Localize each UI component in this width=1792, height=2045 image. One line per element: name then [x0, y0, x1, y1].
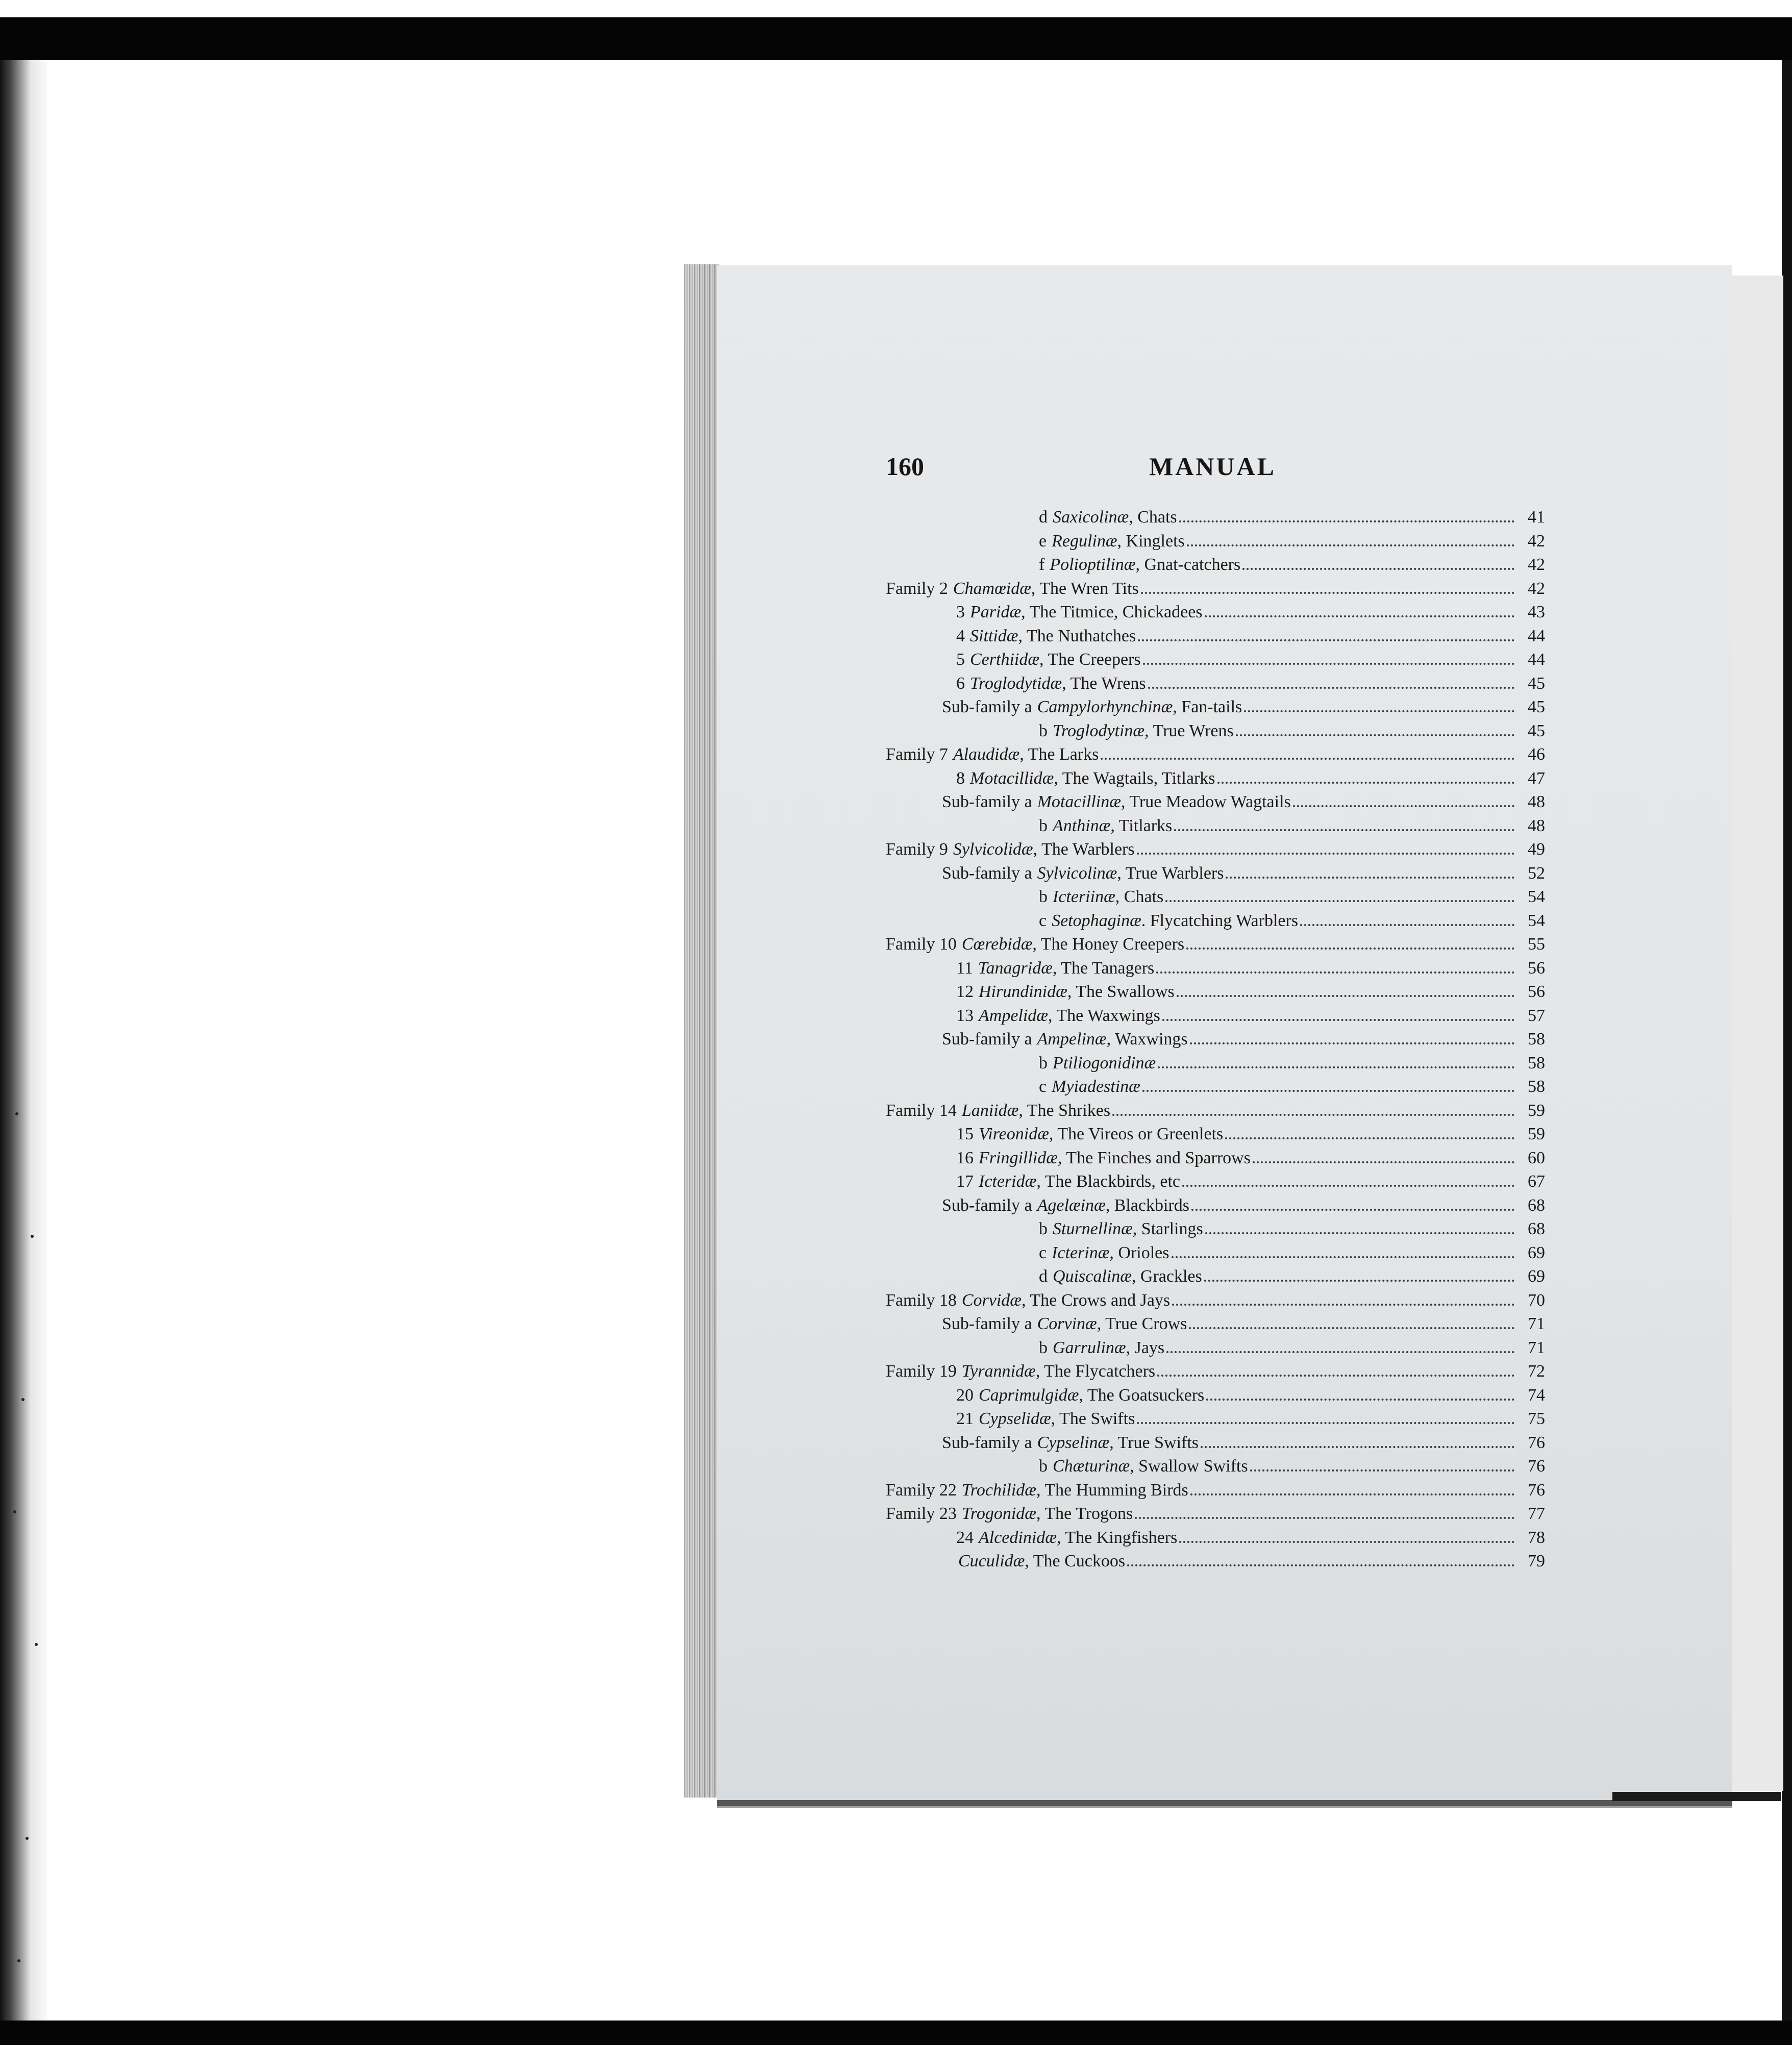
entry-page-number: 42 [1528, 531, 1545, 551]
entry-page-number: 72 [1528, 1362, 1545, 1381]
entry-taxon: Trochilidæ [961, 1480, 1036, 1500]
contents-entry [886, 788, 1545, 812]
entry-page-number: 68 [1528, 1195, 1545, 1215]
entry-description: , The Finches and Sparrows [1057, 1148, 1251, 1167]
contents-entry [886, 598, 1545, 622]
entry-taxon: Tyrannidæ [961, 1362, 1036, 1381]
contents-entry [886, 1096, 1545, 1120]
entry-taxon: Corvinæ [1037, 1314, 1097, 1333]
entry-page-number: 46 [1528, 745, 1545, 764]
entry-page-number: 56 [1528, 982, 1545, 1001]
entry-page-number: 59 [1528, 1101, 1545, 1120]
dot-leader [1205, 598, 1514, 617]
dot-leader [1142, 1073, 1514, 1092]
entry-taxon: Garrulinæ [1053, 1338, 1126, 1357]
dot-leader [1138, 622, 1514, 641]
entry-description: , The Creepers [1039, 650, 1141, 669]
dot-leader [1190, 1025, 1514, 1044]
contents-entry [886, 1310, 1545, 1334]
dot-leader [1250, 1452, 1514, 1472]
entry-taxon: Sylvicolinæ [1037, 863, 1117, 883]
entry-description: , The Humming Birds [1036, 1480, 1188, 1500]
contents-entry [886, 1547, 1545, 1571]
entry-taxon: Regulinæ [1052, 531, 1117, 551]
contents-entry [886, 1476, 1545, 1500]
entry-taxon: Myiadestinæ [1052, 1077, 1140, 1096]
dot-leader [1101, 740, 1514, 760]
contents-entry [886, 907, 1545, 931]
film-border-right [1782, 60, 1792, 2021]
running-head [886, 452, 1539, 482]
entry-page-number: 58 [1528, 1030, 1545, 1049]
entry-taxon: Cypselidæ [979, 1409, 1051, 1428]
entry-description: , The Blackbirds, etc [1036, 1172, 1180, 1191]
entry-label: 4 [956, 626, 965, 645]
entry-taxon: Troglodytidæ [970, 674, 1062, 693]
entry-label: 3 [956, 603, 965, 621]
dot-leader [1206, 1381, 1514, 1401]
dot-leader [1135, 1500, 1514, 1519]
entry-description: , True Swifts [1109, 1433, 1199, 1452]
entry-taxon: Laniidæ [961, 1101, 1019, 1120]
entry-page-number: 70 [1528, 1290, 1545, 1310]
contents-entry [886, 1002, 1545, 1026]
entry-description: , The Crows and Jays [1021, 1290, 1171, 1310]
contents-entry [886, 1381, 1545, 1405]
entry-label: Family 7 [886, 745, 948, 764]
entry-label: Family 14 [886, 1101, 957, 1120]
entry-description: , True Warblers [1117, 863, 1224, 883]
dot-leader [1177, 978, 1514, 997]
entry-label: b [1039, 721, 1048, 740]
entry-page-number: 60 [1528, 1148, 1545, 1167]
entry-description: , Swallow Swifts [1130, 1457, 1248, 1476]
book-bottom-shadow [1612, 1792, 1781, 1801]
entry-description: , The Warblers [1033, 840, 1135, 859]
entry-description: , Fan-tails [1173, 697, 1242, 716]
entry-label: b [1039, 1457, 1048, 1476]
entry-taxon: Agelæinæ [1037, 1195, 1106, 1215]
entry-taxon: Cœrebidæ [961, 935, 1033, 954]
dot-leader [1172, 1239, 1515, 1258]
entry-page-number: 43 [1528, 603, 1545, 621]
entry-label: Family 23 [886, 1504, 957, 1523]
entry-taxon: Sittidæ [970, 626, 1018, 645]
contents-entry [886, 1049, 1545, 1073]
dot-leader [1182, 1167, 1514, 1187]
entry-label: 12 [956, 982, 974, 1001]
contents-entry [886, 1334, 1545, 1358]
entry-description: , The Swallows [1067, 982, 1175, 1001]
entry-description: , The Flycatchers [1035, 1362, 1156, 1381]
dot-leader [1217, 764, 1514, 784]
entry-page-number: 76 [1528, 1480, 1545, 1500]
entry-description: , Jays [1126, 1338, 1165, 1357]
contents-entry [886, 1239, 1545, 1263]
contents-entry [886, 1120, 1545, 1144]
entry-page-number: 48 [1528, 792, 1545, 811]
contents-entry [886, 954, 1545, 978]
contents-entry [886, 1025, 1545, 1049]
entry-page-number: 71 [1528, 1338, 1545, 1357]
contents-entry [886, 1286, 1545, 1310]
entry-description: , Blackbirds [1105, 1195, 1189, 1215]
contents-entry [886, 693, 1545, 717]
entry-label: f [1039, 555, 1045, 574]
entry-page-number: 55 [1528, 935, 1545, 954]
entry-label: 13 [956, 1006, 974, 1025]
dot-leader [1244, 693, 1514, 712]
contents-list [886, 503, 1545, 1571]
entry-description: , The Wagtails, Titlarks [1054, 768, 1215, 788]
entry-description: . Flycatching Warblers [1141, 911, 1299, 930]
entry-label: 21 [956, 1409, 974, 1428]
entry-taxon: Alcedinidæ [979, 1528, 1057, 1547]
contents-entry [886, 1144, 1545, 1168]
entry-taxon: Quiscalinæ [1053, 1267, 1132, 1286]
dot-leader [1191, 1191, 1514, 1211]
entry-label: 16 [956, 1148, 974, 1167]
entry-page-number: 79 [1528, 1552, 1545, 1570]
contents-entry [886, 835, 1545, 859]
entry-label: b [1039, 1338, 1048, 1357]
entry-page-number: 45 [1528, 697, 1545, 716]
entry-label: c [1039, 1243, 1047, 1262]
contents-entry [886, 1167, 1545, 1191]
entry-page-number: 76 [1528, 1457, 1545, 1476]
entry-label: b [1039, 1053, 1048, 1073]
entry-label: 24 [956, 1528, 974, 1547]
contents-entry [886, 1524, 1545, 1548]
entry-description: , Titlarks [1110, 816, 1173, 835]
dot-leader [1300, 907, 1514, 926]
entry-page-number: 42 [1528, 579, 1545, 598]
entry-page-number: 41 [1528, 508, 1545, 527]
entry-label: Sub-family a [942, 1030, 1032, 1049]
dot-leader [1189, 1310, 1514, 1329]
entry-label: Sub-family a [942, 1433, 1032, 1452]
entry-description: , Waxwings [1106, 1030, 1188, 1049]
entry-taxon: Cypselinæ [1037, 1433, 1110, 1452]
contents-entry [886, 645, 1545, 669]
entry-description: , The Swifts [1051, 1409, 1135, 1428]
page-number: 160 [886, 452, 924, 481]
film-border-bottom [0, 2021, 1792, 2045]
dot-leader [1127, 1547, 1514, 1566]
entry-label: Family 18 [886, 1290, 957, 1310]
entry-label: Sub-family a [942, 1314, 1032, 1333]
contents-entry [886, 551, 1545, 575]
dot-leader [1158, 1049, 1514, 1068]
entry-label: e [1039, 531, 1047, 551]
entry-description: , The Cuckoos [1025, 1552, 1126, 1570]
entry-taxon: Caprimulgidæ [979, 1385, 1079, 1405]
entry-taxon: Alaudidæ [953, 745, 1020, 764]
entry-taxon: Icteridæ [979, 1172, 1037, 1191]
entry-label: b [1039, 1219, 1048, 1238]
dot-leader [1201, 1429, 1514, 1448]
dot-leader [1186, 930, 1514, 950]
book-page-edges [684, 264, 719, 1798]
entry-page-number: 69 [1528, 1267, 1545, 1286]
page-title: MANUAL [1149, 452, 1276, 481]
dot-leader [1148, 669, 1514, 689]
entry-label: b [1039, 887, 1048, 906]
entry-page-number: 48 [1528, 816, 1545, 835]
entry-label: 11 [956, 958, 973, 978]
entry-page-number: 45 [1528, 721, 1545, 740]
entry-taxon: Trogonidæ [961, 1504, 1036, 1523]
entry-taxon: Cuculidæ [958, 1552, 1025, 1570]
entry-taxon: Icterinæ [1052, 1243, 1110, 1262]
dot-leader [1205, 1215, 1514, 1234]
entry-taxon: Ampelidæ [979, 1006, 1048, 1025]
entry-page-number: 77 [1528, 1504, 1545, 1523]
entry-page-number: 71 [1528, 1314, 1545, 1333]
entry-label: Family 2 [886, 579, 948, 598]
entry-taxon: Sylvicolidæ [953, 840, 1033, 859]
entry-description: , Chats [1129, 508, 1177, 527]
contents-entry [886, 1262, 1545, 1286]
contents-entry [886, 1500, 1545, 1524]
entry-label: d [1039, 508, 1048, 527]
contents-entry [886, 883, 1545, 907]
contents-entry [886, 1357, 1545, 1381]
entry-page-number: 42 [1528, 555, 1545, 574]
contents-entry [886, 669, 1545, 693]
entry-page-number: 78 [1528, 1528, 1545, 1547]
entry-page-number: 54 [1528, 887, 1545, 906]
dot-leader [1204, 1262, 1514, 1282]
contents-entry [886, 717, 1545, 741]
entry-taxon: Motacillidæ [970, 768, 1054, 788]
entry-description: , Gnat-catchers [1135, 555, 1241, 574]
entry-taxon: Setophaginæ [1052, 911, 1141, 930]
entry-label: 15 [956, 1125, 974, 1143]
entry-description: , The Waxwings [1048, 1006, 1160, 1025]
entry-taxon: Fringillidæ [979, 1148, 1058, 1167]
entry-taxon: Vireonidæ [979, 1125, 1049, 1143]
dot-leader [1226, 859, 1514, 879]
entry-taxon: Corvidæ [961, 1290, 1022, 1310]
entry-taxon: Troglodytinæ [1053, 721, 1145, 740]
dot-leader [1253, 1144, 1514, 1163]
entry-description: , Orioles [1109, 1243, 1169, 1262]
dot-leader [1179, 503, 1514, 522]
dot-leader [1225, 1120, 1514, 1139]
dot-leader [1293, 788, 1514, 807]
entry-taxon: Motacillinæ [1037, 792, 1121, 811]
dot-leader [1174, 812, 1514, 831]
dot-leader [1162, 1002, 1514, 1021]
dot-leader [1137, 835, 1514, 855]
dot-leader [1143, 645, 1514, 665]
dot-leader [1187, 527, 1514, 546]
entry-page-number: 67 [1528, 1172, 1545, 1191]
entry-taxon: Paridæ [970, 603, 1022, 621]
entry-page-number: 54 [1528, 911, 1545, 930]
contents-entry [886, 930, 1545, 954]
entry-page-number: 74 [1528, 1385, 1545, 1405]
entry-label: 6 [956, 674, 965, 693]
dot-leader [1156, 954, 1514, 974]
entry-description: , The Titmice, Chickadees [1021, 603, 1203, 621]
entry-description: , True Crows [1097, 1314, 1187, 1333]
dot-leader [1190, 1476, 1514, 1495]
entry-label: 20 [956, 1385, 974, 1405]
contents-entry [886, 503, 1545, 527]
contents-entry [886, 527, 1545, 551]
entry-taxon: Campylorhynchinæ [1037, 697, 1173, 716]
entry-label: c [1039, 911, 1047, 930]
film-border-top [0, 17, 1792, 60]
entry-description: , Chats [1115, 887, 1164, 906]
entry-taxon: Tanagridæ [978, 958, 1053, 978]
entry-taxon: Ampelinæ [1037, 1030, 1107, 1049]
contents-entry [886, 1073, 1545, 1096]
scan-specks [10, 1112, 46, 1980]
entry-page-number: 45 [1528, 674, 1545, 693]
entry-taxon: Chamœidæ [953, 579, 1031, 598]
entry-page-number: 76 [1528, 1433, 1545, 1452]
dot-leader [1242, 551, 1514, 570]
entry-label: c [1039, 1077, 1047, 1096]
entry-page-number: 59 [1528, 1125, 1545, 1143]
entry-description: , The Wrens [1062, 674, 1146, 693]
entry-taxon: Icteriinæ [1053, 887, 1115, 906]
entry-label: Sub-family a [942, 863, 1032, 883]
entry-description: , The Shrikes [1018, 1101, 1111, 1120]
entry-page-number: 75 [1528, 1409, 1545, 1428]
entry-label: Family 9 [886, 840, 948, 859]
entry-description: , The Larks [1019, 745, 1099, 764]
entry-label: Sub-family a [942, 1195, 1032, 1215]
entry-taxon: Saxicolinæ [1053, 508, 1129, 527]
dot-leader [1141, 575, 1514, 594]
contents-entry [886, 859, 1545, 883]
entry-page-number: 49 [1528, 840, 1545, 859]
contents-entry [886, 1215, 1545, 1239]
entry-description: , The Nuthatches [1018, 626, 1136, 645]
entry-taxon: Polioptilinæ [1050, 555, 1136, 574]
entry-description: , The Vireos or Greenlets [1049, 1125, 1224, 1143]
entry-label: Family 19 [886, 1362, 957, 1381]
contents-entry [886, 1191, 1545, 1215]
entry-description: , Kinglets [1117, 531, 1185, 551]
entry-description: , The Goatsuckers [1079, 1385, 1205, 1405]
entry-description: , The Trogons [1036, 1504, 1133, 1523]
contents-entry [886, 1429, 1545, 1453]
entry-page-number: 58 [1528, 1053, 1545, 1073]
entry-description: , True Meadow Wagtails [1121, 792, 1291, 811]
entry-label: d [1039, 1267, 1048, 1286]
dot-leader [1179, 1524, 1514, 1543]
entry-page-number: 58 [1528, 1077, 1545, 1096]
entry-taxon: Hirundinidæ [979, 982, 1067, 1001]
dot-leader [1172, 1286, 1514, 1306]
contents-entry [886, 764, 1545, 788]
contents-entry [886, 978, 1545, 1002]
entry-label: Sub-family a [942, 697, 1032, 716]
entry-label: 17 [956, 1172, 974, 1191]
entry-taxon: Ptiliogonidinæ [1053, 1053, 1156, 1073]
entry-page-number: 68 [1528, 1219, 1545, 1238]
contents-entry [886, 740, 1545, 764]
dot-leader [1157, 1357, 1514, 1377]
facing-page-edge [1725, 276, 1783, 1791]
dot-leader [1166, 1334, 1514, 1353]
dot-leader [1236, 717, 1514, 736]
entry-label: Family 10 [886, 935, 957, 954]
entry-page-number: 44 [1528, 650, 1545, 669]
entry-description: , True Wrens [1144, 721, 1234, 740]
contents-entry [886, 575, 1545, 598]
entry-taxon: Certhiidæ [970, 650, 1040, 669]
entry-page-number: 69 [1528, 1243, 1545, 1262]
entry-description: , Starlings [1132, 1219, 1203, 1238]
entry-description: , The Kingfishers [1056, 1528, 1178, 1547]
entry-description: , The Honey Creepers [1032, 935, 1185, 954]
film-margin-top [0, 0, 1792, 17]
entry-description: , The Wren Tits [1031, 579, 1139, 598]
entry-page-number: 57 [1528, 1006, 1545, 1025]
entry-page-number: 52 [1528, 863, 1545, 883]
entry-label: Family 22 [886, 1480, 957, 1500]
entry-page-number: 44 [1528, 626, 1545, 645]
entry-taxon: Sturnellinæ [1053, 1219, 1133, 1238]
entry-description: , Grackles [1131, 1267, 1202, 1286]
dot-leader [1165, 883, 1514, 902]
contents-entry [886, 1452, 1545, 1476]
contents-entry [886, 1405, 1545, 1429]
entry-label: 8 [956, 768, 965, 788]
entry-label: 5 [956, 650, 965, 669]
contents-entry [886, 622, 1545, 646]
entry-description: , The Tanagers [1052, 958, 1155, 978]
entry-taxon: Anthinæ [1053, 816, 1111, 835]
dot-leader [1137, 1405, 1514, 1424]
entry-page-number: 47 [1528, 768, 1545, 788]
dot-leader [1112, 1096, 1514, 1116]
entry-label: b [1039, 816, 1048, 835]
entry-taxon: Chæturinæ [1053, 1457, 1130, 1476]
entry-page-number: 56 [1528, 958, 1545, 978]
contents-entry [886, 812, 1545, 836]
entry-label: Sub-family a [942, 792, 1032, 811]
